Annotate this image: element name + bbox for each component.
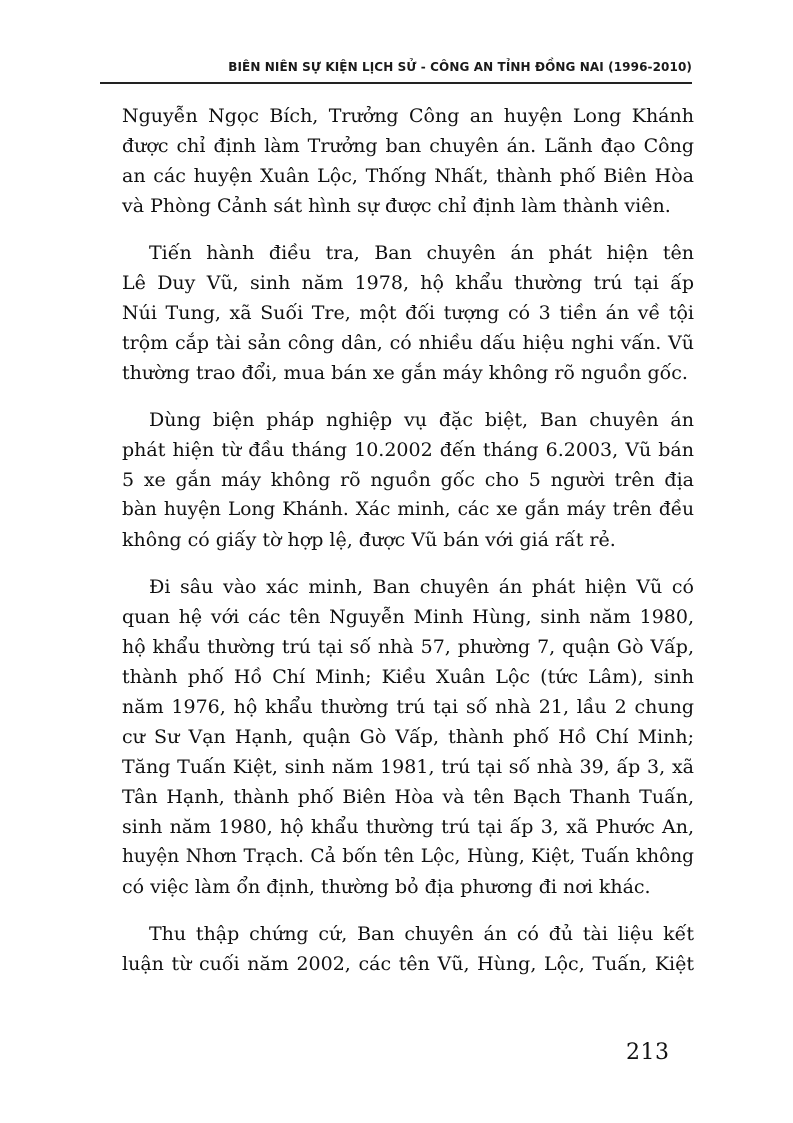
paragraph-1	[122, 101, 694, 221]
text-line: hộ khẩu thường trú tại số nhà 57, phường 7, quận Gò Vấp,	[122, 636, 694, 658]
text-line: có việc làm ổn định, thường bỏ địa phương đi nơi khác.	[122, 876, 651, 898]
text-line: Đi sâu vào xác minh, Ban chuyên án phát hiện Vũ có	[149, 576, 694, 598]
text-line: Nguyễn Ngọc Bích, Trưởng Công an huyện Long Khánh	[122, 105, 694, 127]
text-line: phát hiện từ đầu tháng 10.2002 đến tháng 6.2003, Vũ bán	[122, 439, 694, 461]
text-line: 5 xe gắn máy không rõ nguồn gốc cho 5 người trên địa	[122, 469, 694, 491]
text-line: Lê Duy Vũ, sinh năm 1978, hộ khẩu thường trú tại ấp	[122, 272, 694, 294]
running-header	[100, 58, 692, 84]
paragraph-2	[122, 238, 694, 388]
text-line: Núi Tung, xã Suối Tre, một đối tượng có 3 tiền án về tội	[122, 302, 694, 324]
text-line: quan hệ với các tên Nguyễn Minh Hùng, sinh năm 1980,	[122, 606, 694, 628]
page-number: 213	[626, 1040, 670, 1065]
text-line: không có giấy tờ hợp lệ, được Vũ bán với giá rất rẻ.	[122, 529, 616, 551]
text-line: thành phố Hồ Chí Minh; Kiều Xuân Lộc (tức Lâm), sinh	[122, 666, 694, 688]
text-line: và Phòng Cảnh sát hình sự được chỉ định làm thành viên.	[122, 195, 671, 217]
text-line: bàn huyện Long Khánh. Xác minh, các xe gắn máy trên đều	[122, 499, 694, 520]
text-line: cư Sư Vạn Hạnh, quận Gò Vấp, thành phố Hồ Chí Minh;	[122, 726, 694, 748]
text-line: trộm cắp tài sản công dân, có nhiều dấu hiệu nghi vấn. Vũ	[122, 332, 694, 354]
text-line: huyện Nhơn Trạch. Cả bốn tên Lộc, Hùng, Kiệt, Tuấn không	[122, 846, 694, 867]
text-line: luận từ cuối năm 2002, các tên Vũ, Hùng, Lộc, Tuấn, Kiệt	[122, 953, 694, 975]
paragraph-3	[122, 405, 694, 555]
text-line: thường trao đổi, mua bán xe gắn máy không rõ nguồn gốc.	[122, 362, 688, 384]
text-line: sinh năm 1980, hộ khẩu thường trú tại ấp 3, xã Phước An,	[122, 816, 694, 838]
header-title: BIÊN NIÊN SỰ KIỆN LỊCH SỬ - CÔNG AN TỈNH ĐỒNG NAI (1996-2010)	[228, 60, 692, 74]
paragraph-4	[122, 572, 694, 902]
text-line: được chỉ định làm Trưởng ban chuyên án. Lãnh đạo Công	[122, 135, 694, 157]
text-line: Tiến hành điều tra, Ban chuyên án phát hiện tên	[149, 242, 694, 264]
paragraph-5	[122, 919, 694, 979]
text-line: Dùng biện pháp nghiệp vụ đặc biệt, Ban chuyên án	[149, 409, 694, 431]
text-line: Tăng Tuấn Kiệt, sinh năm 1981, trú tại số nhà 39, ấp 3, xã	[122, 756, 694, 778]
text-line: Tân Hạnh, thành phố Biên Hòa và tên Bạch Thanh Tuấn,	[122, 786, 694, 808]
text-line: Thu thập chứng cứ, Ban chuyên án có đủ tài liệu kết	[149, 923, 694, 945]
text-line: năm 1976, hộ khẩu thường trú tại số nhà 21, lầu 2 chung	[122, 696, 694, 718]
text-line: an các huyện Xuân Lộc, Thống Nhất, thành phố Biên Hòa	[122, 165, 694, 187]
page-body	[122, 101, 694, 979]
